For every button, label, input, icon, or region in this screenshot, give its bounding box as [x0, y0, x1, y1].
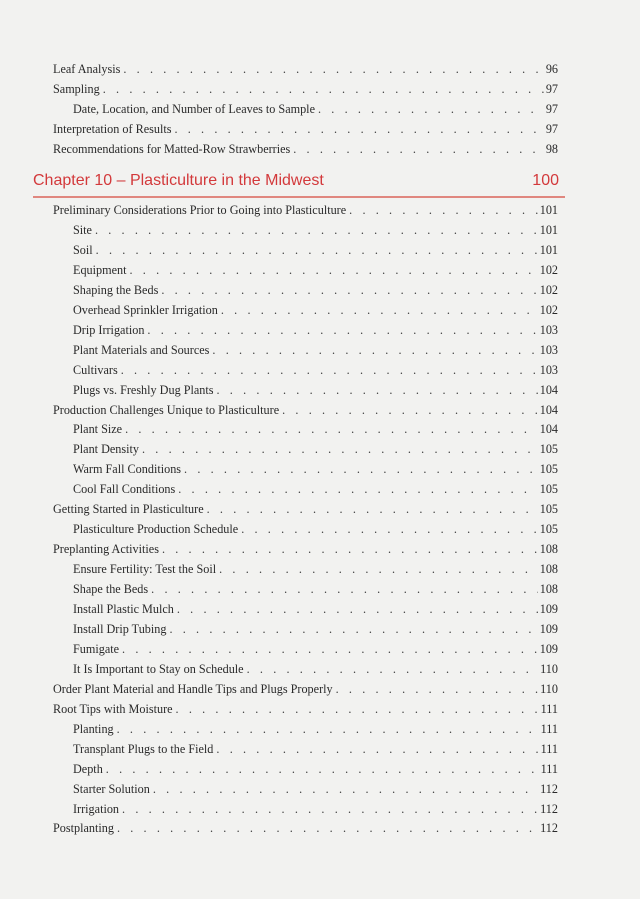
- dot-leader: [153, 781, 538, 797]
- chapter-divider-rule: [33, 196, 565, 198]
- toc-entry-label: Ensure Fertility: Test the Soil: [73, 562, 217, 577]
- toc-entry-label: Root Tips with Moisture: [53, 701, 173, 716]
- dot-leader: [318, 101, 544, 117]
- toc-entry-page-number: 112: [540, 821, 558, 836]
- dot-leader: [336, 681, 539, 697]
- toc-entry-label: It Is Important to Stay on Schedule: [73, 661, 244, 676]
- toc-entry: [73, 781, 558, 797]
- toc-entry-page-number: 108: [539, 582, 558, 597]
- toc-entry: [73, 302, 558, 318]
- toc-entry: [73, 461, 558, 477]
- toc-entry-label: Plant Size: [73, 422, 123, 437]
- toc-entry-page-number: 97: [545, 101, 558, 116]
- toc-entry-page-number: 108: [539, 562, 558, 577]
- toc-entry-page-number: 109: [539, 641, 558, 656]
- toc-entry-page-number: 101: [539, 222, 558, 237]
- dot-leader: [178, 481, 537, 497]
- toc-entry: [53, 121, 558, 137]
- dot-leader: [221, 302, 538, 318]
- toc-entry-page-number: 105: [539, 522, 558, 537]
- toc-entry-page-number: 111: [540, 701, 558, 716]
- toc-entry: [73, 761, 558, 777]
- toc-entry-page-number: 97: [545, 121, 558, 136]
- toc-entry-page-number: 105: [539, 482, 558, 497]
- toc-entry-page-number: 103: [539, 322, 558, 337]
- toc-entry: [73, 621, 558, 637]
- dot-leader: [103, 81, 544, 97]
- toc-entry-label: Starter Solution: [73, 781, 150, 796]
- toc-entry-page-number: 98: [545, 141, 558, 156]
- toc-entry-page-number: 110: [540, 681, 558, 696]
- toc-entry-page-number: 103: [539, 342, 558, 357]
- toc-entry-label: Date, Location, and Number of Leaves to Sample: [73, 101, 315, 116]
- toc-entry-page-number: 105: [539, 442, 558, 457]
- toc-entry-page-number: 102: [539, 282, 558, 297]
- toc-entry: [73, 421, 558, 437]
- toc-entry: [73, 382, 558, 398]
- toc-entry-page-number: 104: [539, 402, 558, 417]
- toc-entry-label: Plasticulture Production Schedule: [73, 522, 239, 537]
- toc-entry-label: Fumigate: [73, 641, 120, 656]
- dot-leader: [177, 601, 538, 617]
- toc-entry: [73, 641, 558, 657]
- dot-leader: [247, 661, 539, 677]
- toc-entry: [73, 322, 558, 338]
- toc-entry: [53, 541, 558, 557]
- dot-leader: [117, 721, 539, 737]
- dot-leader: [122, 801, 538, 817]
- toc-entry: [73, 342, 558, 358]
- dot-leader: [95, 222, 538, 238]
- toc-entry-label: Planting: [73, 721, 114, 736]
- toc-entry: [53, 501, 558, 517]
- dot-leader: [176, 701, 539, 717]
- dot-leader: [123, 61, 543, 77]
- toc-entry-label: Shaping the Beds: [73, 282, 159, 297]
- toc-entry-label: Leaf Analysis: [53, 62, 121, 76]
- toc-entry: [53, 681, 558, 697]
- toc-entry-label: Sampling: [53, 81, 100, 96]
- dot-leader: [142, 441, 538, 457]
- dot-leader: [96, 242, 538, 258]
- toc-entry-page-number: 102: [539, 302, 558, 317]
- dot-leader: [121, 362, 538, 378]
- dot-leader: [117, 820, 538, 836]
- toc-entry-label: Cultivars: [73, 362, 118, 377]
- dot-leader: [241, 521, 538, 537]
- toc-entry-page-number: 110: [540, 661, 558, 676]
- toc-entry-page-number: 111: [540, 761, 558, 776]
- toc-entry: [73, 242, 558, 258]
- dot-leader: [174, 121, 543, 137]
- toc-entry-label: Preliminary Considerations Prior to Going into Plasticulture: [53, 203, 347, 217]
- toc-entry-label: Plant Density: [73, 442, 140, 457]
- toc-entry: [73, 262, 558, 278]
- toc-entry-label: Soil: [73, 242, 93, 257]
- toc-entry-page-number: 105: [539, 462, 558, 477]
- toc-entry-label: Install Drip Tubing: [73, 621, 167, 636]
- toc-entry-label: Install Plastic Mulch: [73, 602, 174, 616]
- toc-entry: [53, 402, 558, 418]
- dot-leader: [207, 501, 538, 517]
- dot-leader: [349, 202, 538, 218]
- toc-entry: [53, 202, 558, 218]
- toc-entry: [73, 581, 558, 597]
- toc-entry-label: Transplant Plugs to the Field: [73, 741, 214, 756]
- toc-entry-page-number: 104: [539, 382, 558, 397]
- toc-entry-label: Recommendations for Matted-Row Strawberries: [53, 141, 291, 156]
- dot-leader: [122, 641, 538, 657]
- toc-entry-page-number: 108: [539, 542, 558, 557]
- toc-entry: [73, 222, 558, 238]
- toc-entry: [73, 481, 558, 497]
- toc-entry-label: Warm Fall Conditions: [73, 462, 182, 477]
- toc-entry-label: Interpretation of Results: [53, 121, 172, 136]
- toc-entry: [73, 282, 558, 298]
- dot-leader: [293, 141, 544, 157]
- toc-entry-page-number: 109: [539, 602, 558, 616]
- toc-entry-label: Depth: [73, 761, 103, 776]
- toc-entry-page-number: 105: [539, 502, 558, 517]
- toc-entry-label: Plant Materials and Sources: [73, 342, 210, 357]
- toc-entry: [73, 801, 558, 817]
- toc-entry: [53, 61, 558, 77]
- toc-entry-page-number: 111: [540, 721, 558, 736]
- dot-leader: [216, 741, 538, 757]
- toc-entry-page-number: 101: [539, 242, 558, 257]
- dot-leader: [151, 581, 538, 597]
- toc-entry-label: Plugs vs. Freshly Dug Plants: [73, 382, 214, 397]
- toc-entry-label: Overhead Sprinkler Irrigation: [73, 302, 218, 317]
- dot-leader: [184, 461, 538, 477]
- chapter-page-number: 100: [532, 172, 559, 189]
- chapter-heading: [33, 172, 559, 196]
- toc-entry-page-number: 101: [539, 203, 558, 217]
- toc-entry-label: Getting Started in Plasticulture: [53, 502, 204, 517]
- toc-entry-page-number: 102: [539, 262, 558, 277]
- toc-entry: [73, 661, 558, 677]
- toc-entry: [73, 521, 558, 537]
- toc-entry: [73, 601, 558, 617]
- dot-leader: [217, 382, 538, 398]
- toc-entry-page-number: 104: [539, 422, 558, 437]
- toc-entry-label: Site: [73, 222, 92, 237]
- dot-leader: [129, 262, 537, 278]
- toc-entry-label: Drip Irrigation: [73, 322, 145, 337]
- dot-leader: [212, 342, 537, 358]
- toc-entry-label: Irrigation: [73, 801, 120, 816]
- toc-entry: [53, 81, 558, 97]
- toc-entry: [73, 362, 558, 378]
- dot-leader: [161, 282, 537, 298]
- toc-entry-label: Preplanting Activities: [53, 542, 159, 557]
- dot-leader: [219, 561, 538, 577]
- toc-entry: [53, 820, 558, 836]
- toc-entry-page-number: 109: [539, 621, 558, 636]
- toc-entry: [73, 561, 558, 577]
- toc-entry-label: Order Plant Material and Handle Tips and Plugs Properly: [53, 681, 333, 696]
- toc-entry-page-number: 97: [545, 81, 558, 96]
- dot-leader: [106, 761, 539, 777]
- toc-entry-label: Equipment: [73, 262, 127, 277]
- toc-entry-page-number: 111: [540, 741, 558, 756]
- toc-entry-page-number: 96: [545, 62, 558, 76]
- toc-entry-page-number: 112: [540, 801, 558, 816]
- toc-entry: [73, 741, 558, 757]
- toc-entry-label: Cool Fall Conditions: [73, 482, 176, 497]
- chapter-title: Chapter 10 – Plasticulture in the Midwest: [33, 172, 324, 189]
- dot-leader: [162, 541, 538, 557]
- toc-entry: [53, 141, 558, 157]
- toc-entry: [73, 101, 558, 117]
- toc-entry-page-number: 103: [539, 362, 558, 377]
- dot-leader: [147, 322, 537, 338]
- toc-entry: [73, 721, 558, 737]
- toc-entry-label: Postplanting: [53, 821, 114, 836]
- toc-entry-page-number: 112: [540, 781, 558, 796]
- dot-leader: [125, 421, 538, 437]
- toc-entry: [73, 441, 558, 457]
- toc-entry-label: Shape the Beds: [73, 582, 149, 597]
- dot-leader: [282, 402, 538, 418]
- toc-entry-label: Production Challenges Unique to Plasticulture: [53, 402, 280, 417]
- toc-entry: [53, 701, 558, 717]
- dot-leader: [169, 621, 537, 637]
